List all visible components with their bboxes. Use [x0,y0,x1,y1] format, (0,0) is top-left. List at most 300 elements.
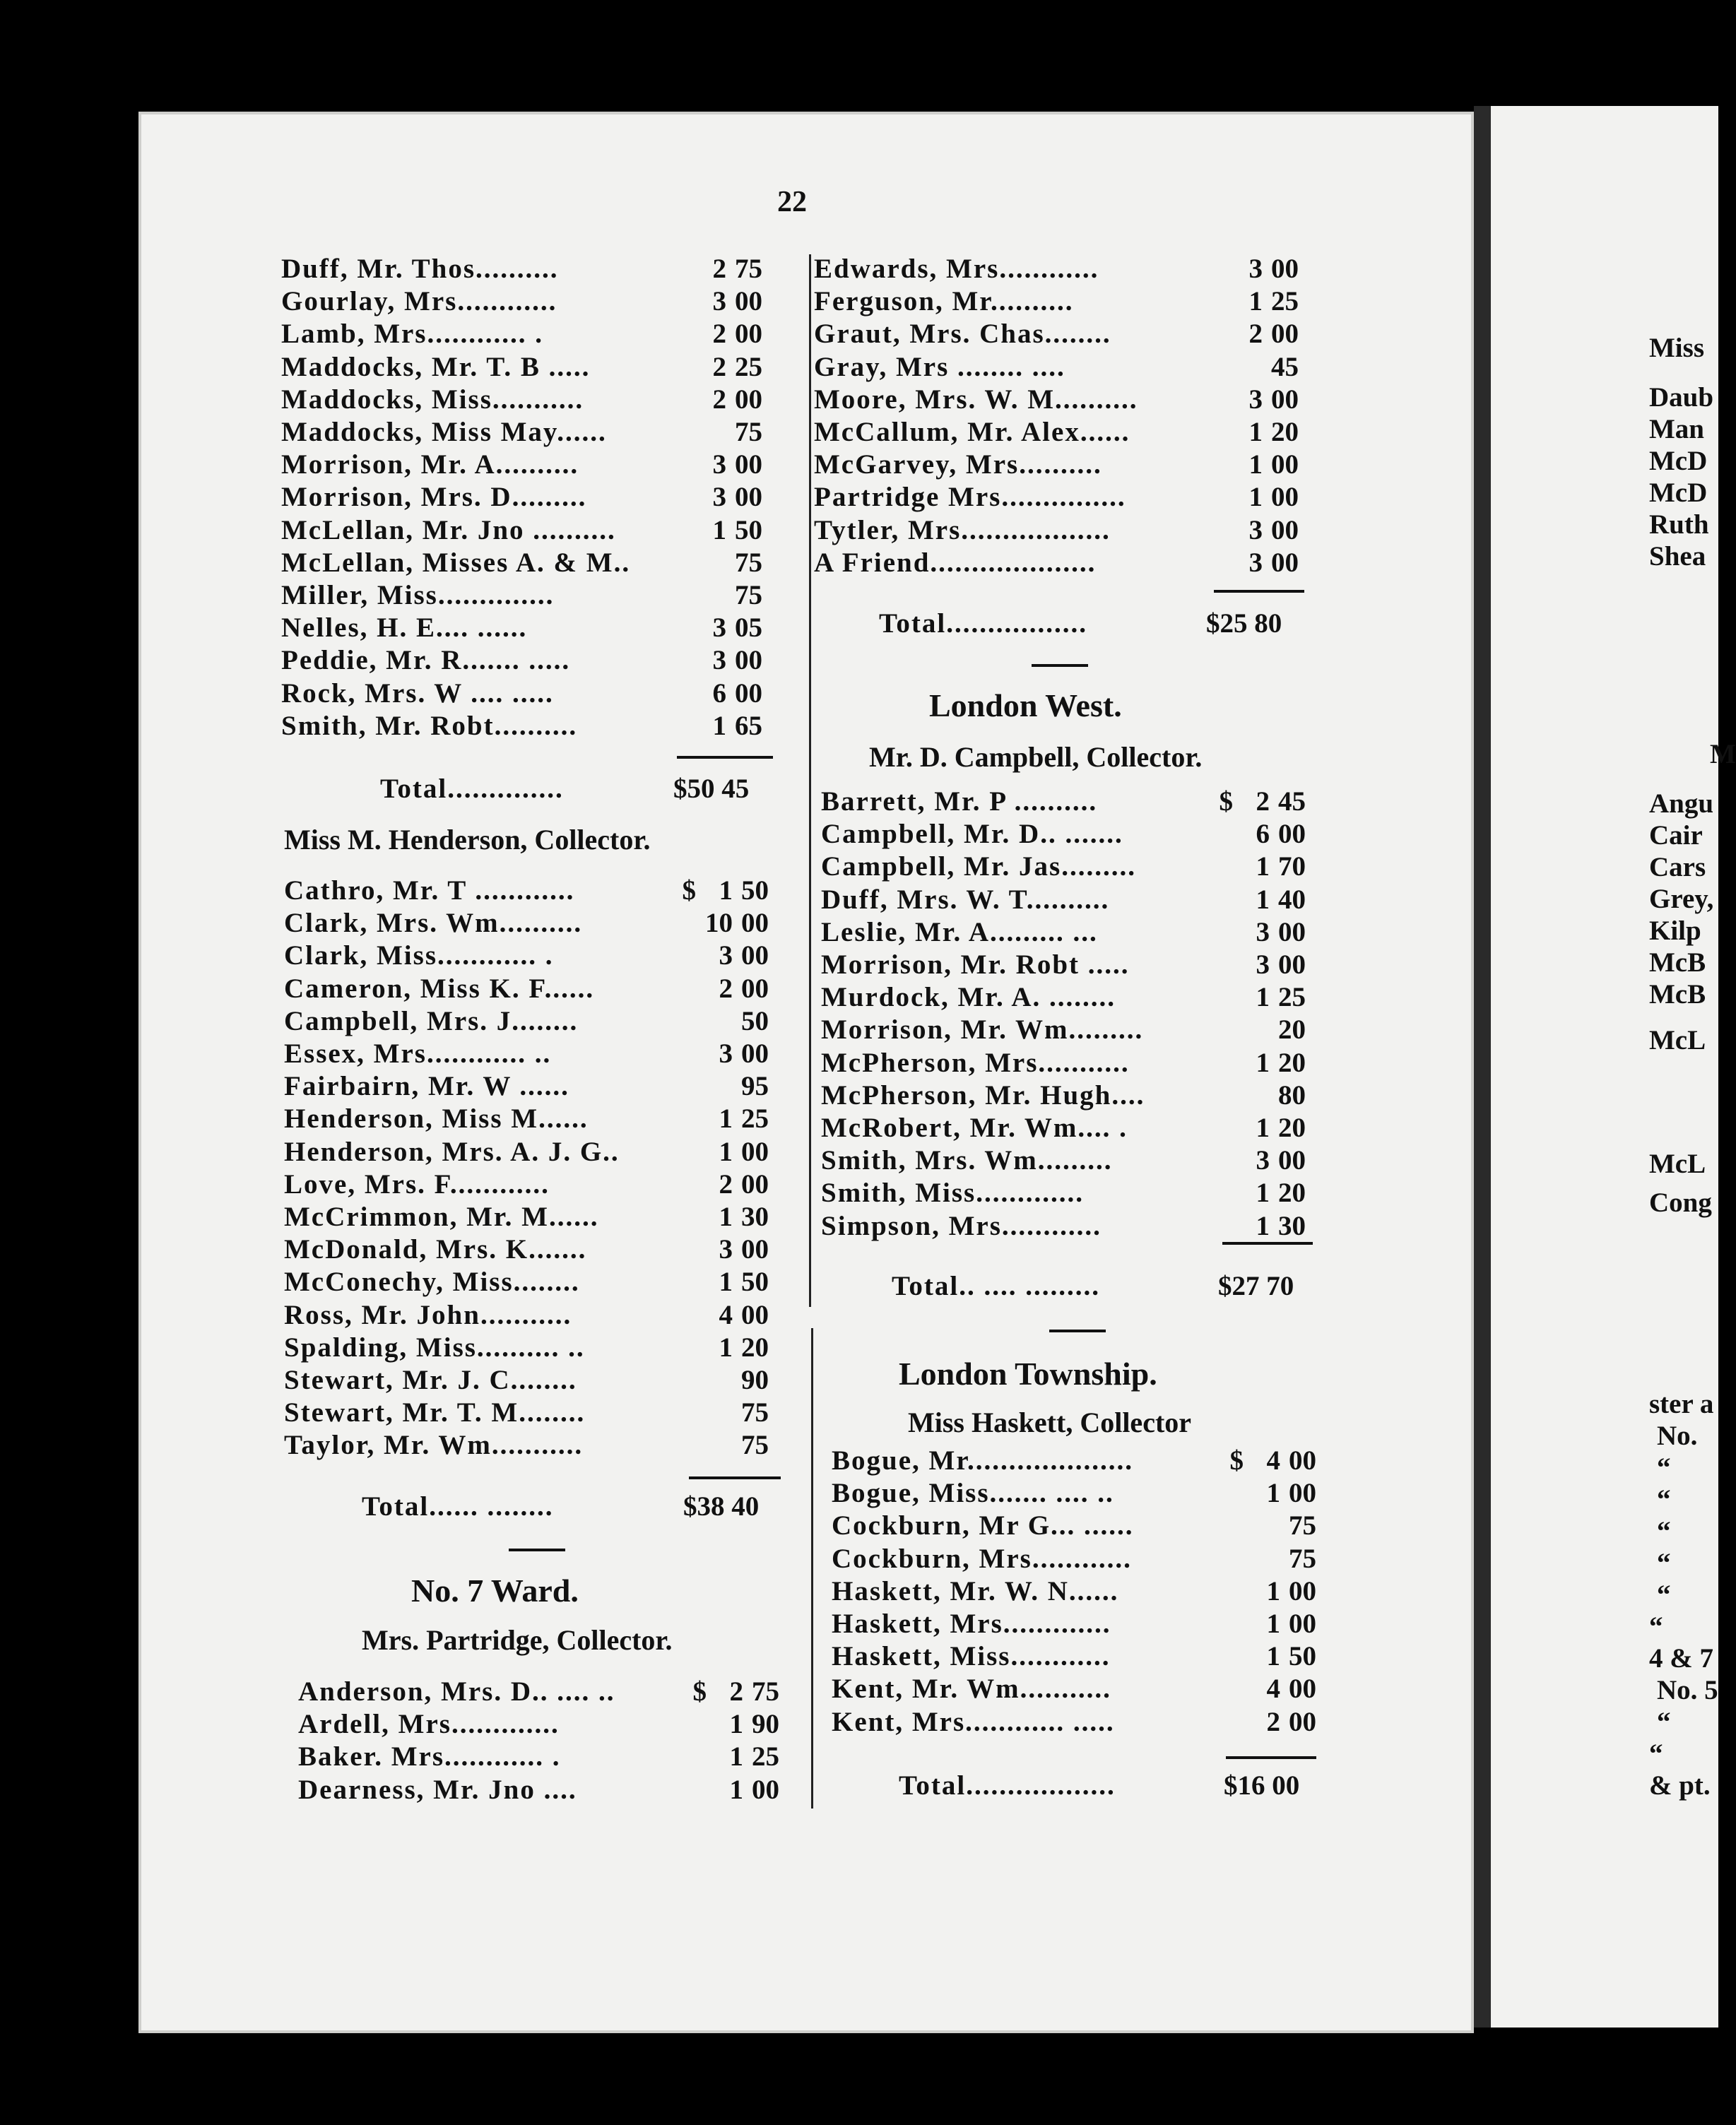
entry-dollars: 3 [719,940,733,971]
entry-row [821,1177,1326,1209]
entry-dollars: 1 [719,1267,733,1298]
entry-dollars: 1 [719,875,733,906]
entry-cents: 00 [1278,949,1306,980]
page-number: 22 [777,186,807,218]
entry-row [284,1429,789,1462]
entry-name: Partridge Mrs............... [814,482,1126,513]
entry-row [284,1364,789,1397]
entry-cents: 00 [741,908,769,939]
entry-row [284,1233,789,1266]
entry-name: Love, Mrs. F............ [284,1168,550,1200]
entry-cents: 20 [1278,1014,1306,1046]
entry-row [281,677,783,710]
entry-name: Henderson, Mrs. A. J. G.. [284,1136,620,1167]
entry-cents: 20 [1278,1178,1306,1209]
entry-cents: 75 [741,1397,769,1428]
fragment-text: Kilp [1649,916,1701,946]
entry-row [281,579,783,612]
entry-dollars: 2 [712,384,726,415]
entry-dollars: 2 [729,1676,743,1707]
entry-name: Haskett, Mrs............. [832,1609,1111,1639]
entry-cents: 25 [1278,982,1306,1013]
entry-cents: 25 [752,1741,779,1772]
entry-name: Henderson, Miss M...... [284,1103,589,1135]
entry-cents: 70 [1278,851,1306,882]
entry-row [814,253,1319,285]
fragment-text: “ [1649,1611,1663,1642]
entry-row [814,481,1319,514]
fragment-text: “ [1657,1707,1671,1737]
entry-cents: 00 [1271,449,1299,480]
entry-name: Gourlay, Mrs............ [281,286,557,317]
entry-row [821,1210,1326,1243]
entry-dollars: 3 [1256,949,1270,980]
entry-row [284,1005,789,1038]
entry-dollars: 1 [1256,884,1270,915]
entry-row [832,1575,1337,1608]
entry-row [284,907,789,940]
entry-row [814,384,1319,416]
entry-name: Cathro, Mr. T ............ [284,875,575,906]
total-value: $25 80 [1206,608,1282,639]
entry-dollars: 1 [1248,286,1263,317]
entry-dollars: 1 [729,1741,743,1772]
entry-name: Fairbairn, Mr. W ...... [284,1071,569,1102]
entry-cents: 00 [741,1234,769,1265]
entry-cents: 00 [735,384,762,415]
entry-row [832,1640,1337,1673]
entry-row [281,449,783,481]
fragment-text: “ [1657,1580,1671,1610]
entry-name: Ferguson, Mr.......... [814,286,1074,317]
entry-name: Morrison, Mr. A.......... [281,449,579,480]
entry-row [821,818,1326,851]
entry-row [284,1397,789,1429]
entry-name: Duff, Mrs. W. T.......... [821,884,1110,915]
entry-row [814,416,1319,449]
section-separator [1032,664,1088,667]
entry-name: Spalding, Miss.......... .. [284,1332,585,1363]
dollar-sign: $ [682,875,696,906]
total-row [821,1270,1316,1303]
entry-cents: 30 [1278,1210,1306,1241]
entry-dollars: 2 [719,1168,733,1200]
entry-name: McCrimmon, Mr. M...... [284,1202,599,1232]
entry-dollars: 1 [712,710,726,741]
entry-row [832,1445,1337,1477]
entry-row [281,416,783,449]
entry-cents: 00 [741,940,769,971]
column-divider [809,254,811,1307]
entry-cents: 00 [1271,319,1299,350]
entry-row [821,949,1326,981]
entry-cents: 25 [1271,286,1299,317]
entry-name: Clark, Miss............ . [284,940,554,971]
fragment-text: Daub [1649,382,1714,413]
entry-row [284,973,789,1005]
entry-dollars: 6 [712,677,726,709]
entry-row [821,851,1326,883]
entry-row [832,1543,1337,1575]
entry-name: Lamb, Mrs............ . [281,319,543,350]
fragment-text: McD [1649,446,1708,476]
fragment-text: M [1710,739,1736,769]
entry-dollars: 1 [712,514,726,545]
entry-row [281,710,783,742]
entry-row [284,940,789,972]
entry-row [814,351,1319,384]
entry-dollars: 3 [712,645,726,676]
entry-name: McLellan, Mr. Jno .......... [281,514,616,545]
fragment-text: “ [1657,1516,1671,1546]
entry-dollars: 3 [1248,254,1263,284]
entry-row [298,1741,800,1773]
entry-cents: 45 [1278,786,1306,817]
entry-cents: 25 [741,1103,769,1135]
fragment-text: & pt. [1649,1770,1711,1801]
entry-dollars: 3 [1248,547,1263,578]
entry-dollars: 3 [1248,514,1263,545]
entry-name: Gray, Mrs ........ .... [814,351,1065,382]
entry-cents: 00 [1271,384,1299,415]
entry-row [821,981,1326,1014]
entry-row [281,612,783,644]
fragment-text: No. [1657,1421,1698,1451]
entry-cents: 00 [741,1136,769,1167]
entry-name: Stewart, Mr. T. M........ [284,1397,586,1428]
entry-name: Ardell, Mrs............. [298,1709,560,1740]
entry-cents: 00 [1289,1609,1316,1639]
fragment-text: No. 5 [1657,1675,1718,1705]
entry-row [284,875,789,907]
fragment-text: “ [1657,1452,1671,1483]
entry-cents: 05 [735,612,762,644]
entry-cents: 00 [735,449,762,480]
entry-dollars: 2 [719,973,733,1004]
entry-dollars: 1 [719,1332,733,1363]
entry-row [281,285,783,318]
entry-dollars: 3 [712,286,726,317]
entry-name: Maddocks, Miss........... [281,384,584,415]
entry-cents: 00 [741,1168,769,1200]
section-heading: No. 7 Ward. [411,1573,579,1609]
entry-row [284,1168,789,1201]
entry-cents: 80 [1278,1079,1306,1111]
entry-name: Essex, Mrs............ .. [284,1038,552,1069]
entry-cents: 75 [752,1676,779,1707]
entry-cents: 00 [1271,482,1299,513]
fragment-text: Miss [1649,333,1704,363]
entry-row [814,285,1319,318]
total-value: $27 70 [1218,1271,1294,1301]
entry-dollars: 3 [719,1038,733,1069]
entry-dollars: 4 [719,1299,733,1330]
entry-cents: 00 [741,1038,769,1069]
entry-dollars: 3 [712,612,726,644]
entry-name: Campbell, Mrs. J........ [284,1005,579,1036]
entry-dollars: 1 [1256,851,1270,882]
entry-name: Maddocks, Miss May...... [281,417,607,447]
entry-cents: 90 [741,1365,769,1395]
entry-cents: 00 [735,677,762,709]
entry-dollars: 4 [1266,1674,1280,1705]
entry-cents: 50 [735,514,762,545]
entry-cents: 30 [741,1202,769,1232]
entry-dollars: 3 [719,1234,733,1265]
entry-row [832,1706,1337,1739]
entry-dollars: 3 [712,482,726,513]
total-rule [689,1476,781,1479]
entry-dollars: 3 [1256,1145,1270,1176]
entry-name: Morrison, Mr. Wm......... [821,1014,1144,1046]
entry-dollars: 1 [1266,1641,1280,1672]
entry-row [821,916,1326,949]
total-label: Total...... ........ [362,1491,554,1522]
entry-row [284,1299,789,1332]
entry-dollars: 2 [1248,319,1263,350]
entry-row [832,1510,1337,1542]
entry-cents: 00 [1289,1478,1316,1509]
entry-dollars: 1 [1256,1113,1270,1143]
entry-row [284,1103,789,1135]
fragment-text: McB [1649,947,1706,978]
entry-name: Kent, Mrs............ ..... [832,1706,1115,1737]
entry-cents: 75 [1289,1543,1316,1574]
fragment-text: “ [1657,1548,1671,1578]
entry-name: Baker. Mrs............ . [298,1741,561,1772]
entry-cents: 75 [1289,1510,1316,1541]
entry-row [821,1079,1326,1112]
entry-cents: 00 [1289,1575,1316,1606]
entry-dollars: 3 [1248,384,1263,415]
entry-dollars: 1 [1248,417,1263,447]
entry-name: Smith, Miss............. [821,1178,1084,1209]
entry-cents: 00 [1278,916,1306,947]
entry-cents: 50 [741,1005,769,1036]
total-row [814,608,1309,640]
entry-name: Edwards, Mrs............ [814,254,1099,284]
entry-dollars: 6 [1256,819,1270,850]
entry-cents: 00 [735,645,762,676]
fragment-text: Angu [1649,788,1714,819]
entry-row [281,481,783,514]
entry-name: Dearness, Mr. Jno .... [298,1774,577,1805]
entry-name: Kent, Mr. Wm........... [832,1674,1111,1705]
entry-row [832,1673,1337,1705]
fragment-text: McL [1649,1025,1706,1055]
dollar-sign: $ [692,1676,707,1707]
entry-cents: 00 [735,286,762,317]
entry-cents: 00 [1271,514,1299,545]
entry-row [814,547,1319,579]
entry-name: Haskett, Mr. W. N...... [832,1575,1119,1606]
entry-name: McPherson, Mr. Hugh.... [821,1079,1145,1111]
collector-label: Miss Haskett, Collector [908,1407,1192,1438]
entry-row [281,514,783,547]
total-label: Total.. .... ......... [892,1271,1101,1301]
entry-row [284,1136,789,1168]
column-divider [811,1328,813,1809]
entry-dollars: 10 [705,908,733,939]
entry-name: Simpson, Mrs............ [821,1210,1102,1241]
entry-cents: 00 [1289,1445,1316,1476]
entry-row [814,514,1319,547]
entry-cents: 00 [752,1774,779,1805]
entry-row [281,318,783,350]
entry-cents: 00 [735,482,762,513]
fragment-text: McB [1649,979,1706,1010]
entry-dollars: 1 [729,1709,743,1740]
entry-name: Bogue, Miss....... .... .. [832,1478,1114,1509]
entry-row [821,1144,1326,1177]
entry-row [298,1774,800,1806]
entry-dollars: 2 [1266,1706,1280,1737]
entry-cents: 75 [735,547,762,578]
dollar-sign: $ [1219,786,1233,817]
entry-name: Ross, Mr. John........... [284,1299,572,1330]
entry-name: Anderson, Mrs. D.. .... .. [298,1676,615,1707]
dollar-sign: $ [1229,1445,1244,1476]
entry-row [281,644,783,677]
total-rule [1226,1756,1316,1759]
fragment-text: Grey, [1649,884,1714,914]
entry-cents: 00 [735,319,762,350]
entry-cents: 20 [1278,1047,1306,1078]
entry-name: Miller, Miss.............. [281,580,555,610]
fragment-text: Shea [1649,541,1706,572]
collector-label: Miss M. Henderson, Collector. [284,824,651,856]
entry-name: Murdock, Mr. A. ........ [821,982,1116,1013]
entry-row [281,351,783,384]
fragment-text: McL [1649,1149,1706,1179]
total-value: $50 45 [673,774,750,804]
entry-cents: 75 [741,1430,769,1461]
entry-name: Cameron, Miss K. F...... [284,973,595,1004]
entry-row [821,1047,1326,1079]
fragment-text: 4 & 7 [1649,1643,1713,1674]
entry-cents: 00 [1278,1145,1306,1176]
entry-name: Campbell, Mr. Jas......... [821,851,1136,882]
entry-dollars: 1 [1266,1575,1280,1606]
entry-name: McCallum, Mr. Alex...... [814,417,1130,447]
total-row [832,1770,1326,1802]
total-row [284,1491,779,1523]
entry-cents: 50 [1289,1641,1316,1672]
entry-name: Tytler, Mrs.................. [814,514,1111,545]
total-row [281,773,776,805]
entry-name: Duff, Mr. Thos.......... [281,254,559,284]
collector-label: Mr. D. Campbell, Collector. [869,741,1203,773]
book-gutter [1474,106,1491,2028]
entry-row [298,1676,800,1708]
entry-name: Graut, Mrs. Chas........ [814,319,1111,350]
entry-name: McRobert, Mr. Wm.... . [821,1113,1128,1143]
fragment-text: “ [1649,1739,1663,1769]
entry-cents: 00 [1289,1706,1316,1737]
entry-row [298,1708,800,1741]
entry-row [821,786,1326,818]
entry-name: McPherson, Mrs........... [821,1047,1130,1078]
entry-cents: 00 [741,973,769,1004]
entry-cents: 50 [741,1267,769,1298]
entry-row [281,253,783,285]
entry-cents: 75 [735,254,762,284]
entry-dollars: 2 [712,319,726,350]
entry-row [814,449,1319,481]
entry-name: Campbell, Mr. D.. ....... [821,819,1123,850]
fragment-text: Cair [1649,820,1703,851]
section-separator [1049,1330,1106,1332]
entry-dollars: 1 [1256,1047,1270,1078]
entry-name: A Friend.................... [814,547,1097,578]
section-heading: London West. [929,687,1122,723]
entry-name: Clark, Mrs. Wm.......... [284,908,583,939]
total-rule [1222,1242,1313,1245]
entry-dollars: 4 [1266,1445,1280,1476]
entry-dollars: 1 [1248,482,1263,513]
fragment-text: Ruth [1649,509,1709,540]
entry-name: Taylor, Mr. Wm........... [284,1430,584,1461]
entry-name: Moore, Mrs. W. M.......... [814,384,1138,415]
entry-row [832,1608,1337,1640]
fragment-text: Cars [1649,852,1706,882]
entry-row [284,1201,789,1233]
entry-name: Cockburn, Mrs............ [832,1543,1132,1574]
entry-dollars: 1 [1266,1609,1280,1639]
entry-dollars: 1 [719,1136,733,1167]
entry-name: Barrett, Mr. P .......... [821,786,1098,817]
entry-row [832,1477,1337,1510]
section-separator [509,1549,565,1551]
entry-name: Rock, Mrs. W .... ..... [281,677,554,709]
entry-dollars: 2 [1256,786,1270,817]
entry-cents: 20 [741,1332,769,1363]
entry-dollars: 1 [1256,1178,1270,1209]
collector-label: Mrs. Partridge, Collector. [362,1624,673,1656]
total-label: Total.................. [899,1770,1116,1801]
entry-cents: 50 [741,875,769,906]
entry-name: Maddocks, Mr. T. B ..... [281,351,591,382]
entry-dollars: 1 [1256,982,1270,1013]
entry-dollars: 1 [1248,449,1263,480]
fragment-text: Man [1649,414,1704,444]
entry-name: Haskett, Miss............ [832,1641,1111,1672]
entry-cents: 95 [741,1071,769,1102]
entry-dollars: 1 [729,1774,743,1805]
entry-name: Smith, Mr. Robt.......... [281,710,578,741]
entry-row [281,384,783,416]
total-label: Total.............. [380,774,564,804]
entry-dollars: 3 [1256,916,1270,947]
entry-row [284,1266,789,1298]
entry-cents: 90 [752,1709,779,1740]
total-value: $38 40 [683,1491,760,1522]
entry-cents: 00 [1278,819,1306,850]
entry-row [284,1332,789,1364]
entry-dollars: 3 [712,449,726,480]
entry-name: Stewart, Mr. J. C........ [284,1365,577,1395]
entry-row [284,1038,789,1070]
entry-name: Leslie, Mr. A......... ... [821,916,1098,947]
section-heading: London Township. [899,1356,1157,1392]
entry-cents: 65 [735,710,762,741]
entry-row [284,1070,789,1103]
entry-name: McLellan, Misses A. & M.. [281,547,631,578]
fragment-text: “ [1657,1484,1671,1515]
entry-dollars: 1 [719,1103,733,1135]
entry-cents: 45 [1271,351,1299,382]
entry-name: Bogue, Mr.................... [832,1445,1134,1476]
